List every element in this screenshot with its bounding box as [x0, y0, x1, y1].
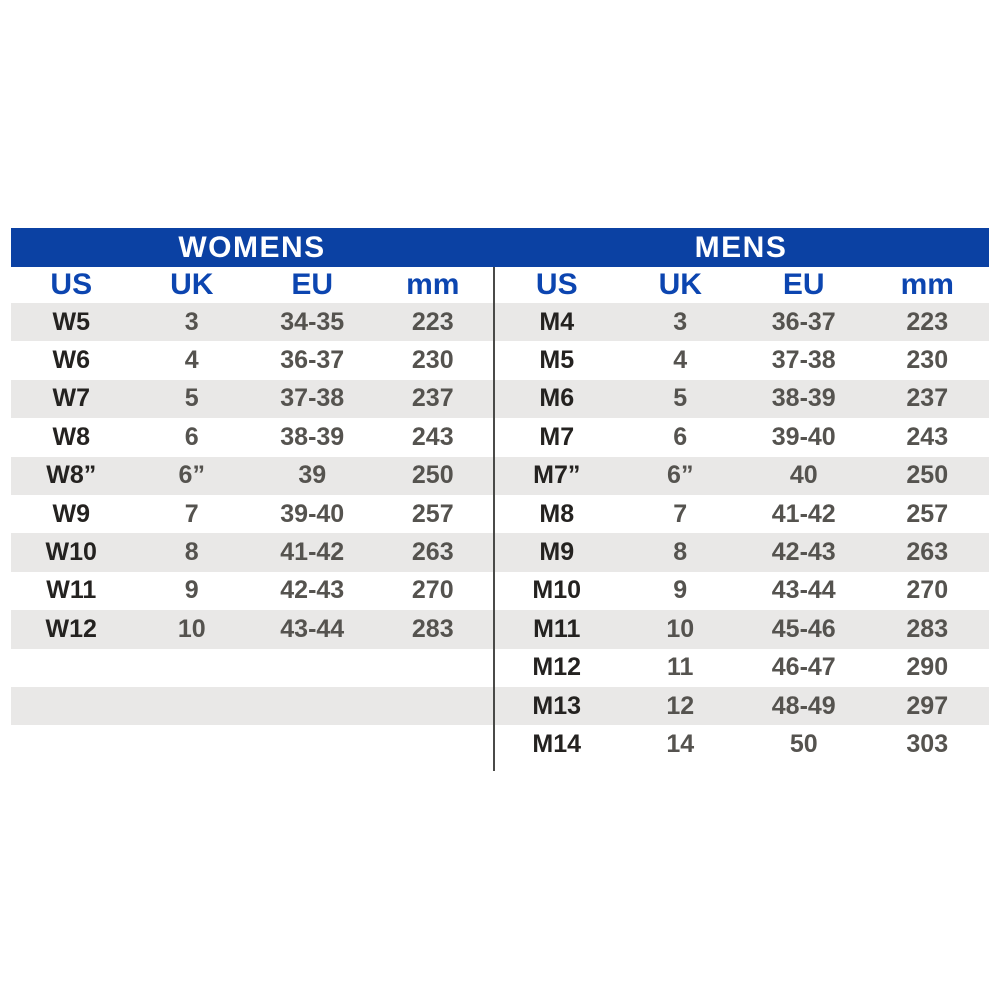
cell-us: M7” [533, 461, 581, 490]
cell-us: W12 [45, 614, 97, 643]
cell-us: M11 [533, 614, 581, 643]
cell-mm: 237 [906, 384, 949, 413]
mens-rows [495, 303, 989, 764]
section-header-bar [11, 228, 989, 267]
cell-mm: 230 [906, 346, 949, 375]
table-row [11, 495, 493, 533]
cell-eu: 40 [789, 461, 818, 490]
cell-eu: 38-39 [280, 422, 345, 451]
table-row [495, 610, 989, 648]
cell-eu: 42-43 [771, 538, 836, 567]
cell-us: W9 [52, 499, 90, 528]
table-row [495, 495, 989, 533]
cell-eu: 45-46 [771, 614, 836, 643]
table-row [495, 533, 989, 571]
cell-mm: 250 [906, 461, 949, 490]
womens-rows [11, 303, 493, 725]
cell-uk: 6” [667, 461, 694, 490]
cell-uk: 14 [666, 729, 695, 758]
cell-us: M10 [532, 576, 582, 605]
cell-uk: 7 [673, 499, 688, 528]
cell-eu: 48-49 [771, 691, 836, 720]
cell-eu: 34-35 [280, 307, 345, 336]
cell-mm: 283 [411, 614, 454, 643]
cell-uk: 7 [184, 499, 199, 528]
cell-us: W5 [52, 307, 90, 336]
cell-uk: 5 [673, 384, 688, 413]
cell-us: M6 [539, 384, 575, 413]
cell-us: M5 [539, 346, 575, 375]
cell-mm: 237 [411, 384, 454, 413]
cell-mm: 270 [411, 576, 454, 605]
cell-us: W6 [52, 346, 90, 375]
table-row [11, 457, 493, 495]
womens-section-title: WOMENS [178, 230, 326, 264]
mens-table [495, 267, 989, 764]
cell-mm: 270 [906, 576, 949, 605]
cell-uk: 4 [673, 346, 688, 375]
cell-eu: 42-43 [280, 576, 345, 605]
tables-area [11, 267, 989, 764]
cell-mm: 250 [411, 461, 454, 490]
cell-eu: 41-42 [771, 499, 836, 528]
table-row [11, 341, 493, 379]
cell-mm: 257 [906, 499, 949, 528]
cell-uk: 9 [184, 576, 199, 605]
cell-mm: 297 [906, 691, 949, 720]
cell-mm: 257 [411, 499, 454, 528]
cell-eu: 39-40 [771, 422, 836, 451]
column-header-us: US [535, 268, 578, 301]
cell-uk: 9 [673, 576, 688, 605]
table-row [495, 725, 989, 763]
table-row [495, 341, 989, 379]
table-row [11, 610, 493, 648]
cell-uk: 12 [666, 691, 695, 720]
cell-uk: 6 [673, 422, 688, 451]
womens-table [11, 267, 493, 725]
cell-us: W8” [46, 461, 97, 490]
cell-uk: 6 [184, 422, 199, 451]
cell-uk: 4 [184, 346, 199, 375]
column-header-eu: EU [291, 268, 334, 301]
cell-eu: 46-47 [771, 653, 836, 682]
table-row [495, 303, 989, 341]
cell-us: W11 [46, 576, 97, 605]
cell-us: M4 [539, 307, 575, 336]
cell-eu: 39-40 [280, 499, 345, 528]
cell-us: M7 [539, 422, 575, 451]
cell-uk: 11 [667, 653, 694, 682]
cell-mm: 243 [906, 422, 949, 451]
cell-us: W7 [52, 384, 90, 413]
table-row [11, 572, 493, 610]
table-row [11, 303, 493, 341]
cell-uk: 3 [184, 307, 199, 336]
table-row [495, 457, 989, 495]
table-row [495, 649, 989, 687]
cell-mm: 263 [906, 538, 949, 567]
cell-eu: 50 [789, 729, 818, 758]
cell-uk: 3 [673, 307, 688, 336]
cell-us: W10 [45, 538, 97, 567]
empty-row [11, 649, 493, 687]
size-chart [11, 228, 989, 764]
cell-us: M14 [532, 729, 582, 758]
cell-us: W8 [52, 422, 90, 451]
cell-eu: 36-37 [771, 307, 836, 336]
table-row [495, 687, 989, 725]
cell-us: M9 [539, 538, 575, 567]
cell-us: M8 [539, 499, 575, 528]
cell-eu: 43-44 [280, 614, 345, 643]
column-header-mm: mm [406, 268, 460, 301]
cell-uk: 5 [184, 384, 199, 413]
empty-row [11, 687, 493, 725]
cell-mm: 290 [906, 653, 949, 682]
cell-uk: 8 [184, 538, 199, 567]
cell-us: M13 [532, 691, 582, 720]
cell-uk: 6” [178, 461, 205, 490]
table-row [11, 380, 493, 418]
cell-eu: 38-39 [771, 384, 836, 413]
table-divider [493, 267, 495, 771]
table-row [495, 572, 989, 610]
cell-mm: 283 [906, 614, 949, 643]
mens-column-header-row [495, 267, 989, 303]
table-row [495, 418, 989, 456]
cell-eu: 36-37 [280, 346, 345, 375]
cell-eu: 41-42 [280, 538, 345, 567]
cell-mm: 243 [411, 422, 454, 451]
cell-mm: 223 [906, 307, 949, 336]
cell-uk: 10 [666, 614, 695, 643]
cell-uk: 8 [673, 538, 688, 567]
cell-eu: 37-38 [771, 346, 836, 375]
column-header-uk: UK [170, 268, 214, 301]
table-row [11, 418, 493, 456]
cell-mm: 223 [411, 307, 454, 336]
cell-mm: 230 [411, 346, 454, 375]
table-row [11, 533, 493, 571]
column-header-uk: UK [658, 268, 702, 301]
cell-mm: 263 [411, 538, 454, 567]
womens-column-header-row [11, 267, 493, 303]
cell-mm: 303 [906, 729, 949, 758]
cell-eu: 37-38 [280, 384, 345, 413]
table-row [495, 380, 989, 418]
cell-eu: 39 [298, 461, 327, 490]
column-header-us: US [50, 268, 93, 301]
column-header-mm: mm [900, 268, 954, 301]
cell-eu: 43-44 [771, 576, 836, 605]
column-header-eu: EU [782, 268, 825, 301]
cell-us: M12 [532, 653, 582, 682]
cell-uk: 10 [177, 614, 206, 643]
mens-section-title: MENS [694, 230, 788, 264]
